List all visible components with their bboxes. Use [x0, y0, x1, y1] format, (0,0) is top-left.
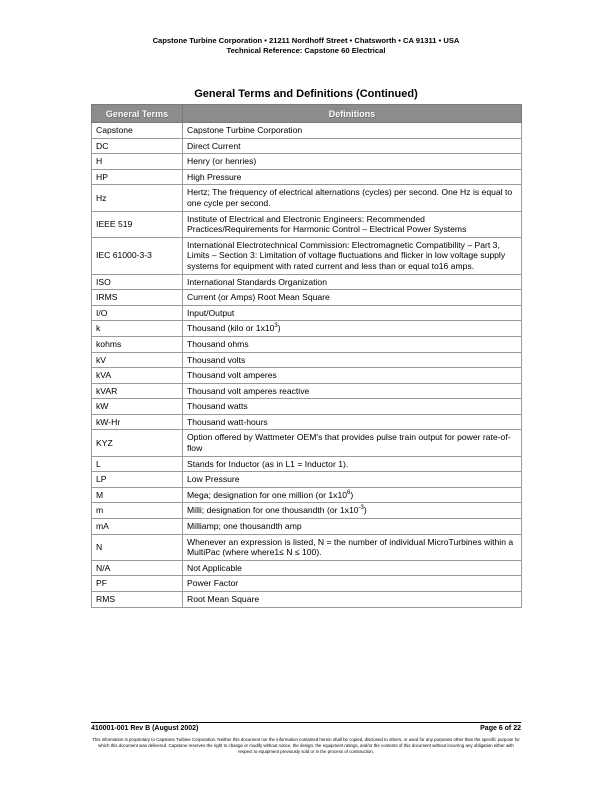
definition-cell	[183, 519, 522, 535]
definition-cell	[183, 368, 522, 384]
definition-cell	[183, 123, 522, 139]
table-row	[92, 383, 522, 399]
term-cell: kVAR	[92, 383, 183, 399]
table-row	[92, 169, 522, 185]
table-row	[92, 592, 522, 608]
term-cell: N/A	[92, 560, 183, 576]
definition-text: Power Factor	[187, 578, 239, 589]
definition-text: Not Applicable	[187, 562, 242, 573]
term-cell: KYZ	[92, 430, 183, 456]
definition-cell	[183, 138, 522, 154]
definition-cell	[183, 336, 522, 352]
definition-cell	[183, 185, 522, 211]
term-cell: IRMS	[92, 290, 183, 306]
definition-cell	[183, 560, 522, 576]
term-cell: kV	[92, 352, 183, 368]
table-row	[92, 456, 522, 472]
term-cell: IEC 61000-3-3	[92, 237, 183, 274]
term-cell: kVA	[92, 368, 183, 384]
definition-cell	[183, 456, 522, 472]
table-row	[92, 305, 522, 321]
table-row	[92, 487, 522, 503]
terms-table	[91, 104, 522, 608]
definition-text: Thousand (kilo or 1x10	[187, 323, 275, 334]
term-cell: kohms	[92, 336, 183, 352]
table-row	[92, 336, 522, 352]
term-cell: k	[92, 321, 183, 337]
definition-cell	[183, 274, 522, 290]
definition-text: High Pressure	[187, 171, 242, 182]
column-header-terms: General Terms	[92, 105, 183, 123]
table-row	[92, 211, 522, 237]
term-cell: DC	[92, 138, 183, 154]
table-row	[92, 430, 522, 456]
table-row	[92, 237, 522, 274]
definition-text: Current (or Amps) Root Mean Square	[187, 292, 330, 303]
definition-cell	[183, 290, 522, 306]
table-row	[92, 274, 522, 290]
definition-cell	[183, 487, 522, 503]
table-row	[92, 414, 522, 430]
definition-cell	[183, 576, 522, 592]
definition-cell	[183, 430, 522, 456]
definition-cell	[183, 169, 522, 185]
definition-text: Institute of Electrical and Electronic Engineers: Recommended Practices/Requirements for Harmonic Control – Electrical Power Systems	[187, 213, 467, 235]
definition-cell	[183, 592, 522, 608]
definition-cell	[183, 414, 522, 430]
definition-text: Low Pressure	[187, 474, 240, 485]
term-cell: Hz	[92, 185, 183, 211]
definition-text: Input/Output	[187, 307, 235, 318]
definition-cell	[183, 399, 522, 415]
term-cell: I/O	[92, 305, 183, 321]
term-cell: M	[92, 487, 183, 503]
footer-divider	[91, 722, 521, 723]
table-row	[92, 534, 522, 560]
table-row	[92, 368, 522, 384]
table-row	[92, 472, 522, 488]
table-row	[92, 352, 522, 368]
table-row	[92, 185, 522, 211]
definition-cell	[183, 472, 522, 488]
term-cell: m	[92, 503, 183, 519]
header-reference: Technical Reference: Capstone 60 Electrical	[226, 46, 386, 55]
definition-text: Henry (or henries)	[187, 156, 257, 167]
definition-text: International Electrotechnical Commission: Electromagnetic Compatibility – Part 3, Limits – Section 3: Limitation of voltage fluctuations and flicker in low voltage supply systems for equipment with rated current and less than or equal to16 amps.	[187, 239, 506, 271]
term-cell: RMS	[92, 592, 183, 608]
table-row	[92, 321, 522, 337]
table-row	[92, 503, 522, 519]
definition-cell	[183, 321, 522, 337]
term-cell: IEEE 519	[92, 211, 183, 237]
term-cell: N	[92, 534, 183, 560]
term-cell: ISO	[92, 274, 183, 290]
table-row	[92, 519, 522, 535]
definition-suffix: )	[350, 489, 354, 500]
definition-suffix: )	[363, 505, 367, 516]
term-cell: kW	[92, 399, 183, 415]
definition-cell	[183, 383, 522, 399]
table-row	[92, 138, 522, 154]
table-row	[92, 123, 522, 139]
table-row	[92, 399, 522, 415]
definition-cell	[183, 534, 522, 560]
definition-text: Thousand watt-hours	[187, 416, 268, 427]
page-header	[0, 36, 612, 56]
definition-text: Hertz; The frequency of electrical alternations (cycles) per second. One Hz is equal to one cycle per second.	[187, 187, 513, 208]
table-row	[92, 560, 522, 576]
definition-text: Thousand volt amperes reactive	[187, 385, 310, 396]
definition-text: Thousand ohms	[187, 338, 249, 349]
term-cell: kW-Hr	[92, 414, 183, 430]
footer-page-number: Page 6 of 22	[480, 725, 521, 732]
definition-text: Direct Current	[187, 140, 241, 151]
definition-text: Thousand watts	[187, 401, 248, 412]
definition-cell	[183, 352, 522, 368]
definition-cell	[183, 237, 522, 274]
definition-text: Capstone Turbine Corporation	[187, 125, 303, 135]
term-cell: mA	[92, 519, 183, 535]
definition-suffix: )	[277, 323, 281, 334]
definition-text: Milliamp; one thousandth amp	[187, 521, 302, 532]
table-header-row	[92, 105, 522, 123]
definition-text: Root Mean Square	[187, 594, 260, 604]
definition-text: Stands for Inductor (as in L1 = Inductor 1).	[187, 458, 349, 469]
footer-disclaimer: This information is proprietary to Capstone Turbine Corporation. Neither this document nor the information contained herein shall be copied, disclosed to others, or used for any purposes other than the specific purpose for which this document was delivered. Capstone reserves the right to change or modify without notice, the design, the equipment ratings, and/or the contents of this document without incurring any obligation either with respect to equipment previously sold or in the process of construction.	[92, 737, 520, 754]
term-cell: LP	[92, 472, 183, 488]
definition-cell	[183, 154, 522, 170]
page-title: General Terms and Definitions (Continued)	[194, 88, 418, 100]
term-cell: L	[92, 456, 183, 472]
definition-text: Whenever an expression is listed, N = the number of individual MicroTurbines within a MultiPac (where where1≤ N ≤ 100).	[187, 536, 514, 558]
column-header-definitions: Definitions	[183, 105, 522, 123]
definition-text: Mega; designation for one million (or 1x10	[187, 489, 348, 500]
definition-cell	[183, 211, 522, 237]
definition-text: International Standards Organization	[187, 276, 327, 287]
term-cell: HP	[92, 169, 183, 185]
definition-text: Milli; designation for one thousandth (or 1x10	[187, 505, 359, 516]
term-cell: PF	[92, 576, 183, 592]
footer-doc-id: 410001-001 Rev B (August 2002)	[91, 725, 199, 732]
definition-exponent: 3	[274, 323, 278, 330]
term-cell: Capstone	[92, 123, 183, 139]
definition-cell	[183, 305, 522, 321]
definition-exponent: 6	[347, 489, 351, 496]
table-row	[92, 576, 522, 592]
table-row	[92, 290, 522, 306]
definition-exponent: -3	[358, 505, 364, 512]
terms-table-body	[92, 123, 522, 608]
header-address: Capstone Turbine Corporation • 21211 Nordhoff Street • Chatsworth • CA 91311 • USA	[152, 36, 460, 45]
term-cell: H	[92, 154, 183, 170]
definition-text: Thousand volt amperes	[187, 370, 277, 381]
definition-text: Option offered by Wattmeter OEM's that provides pulse train output for power rate-of-flow	[187, 432, 511, 454]
definition-cell	[183, 503, 522, 519]
definition-text: Thousand volts	[187, 354, 246, 365]
table-row	[92, 154, 522, 170]
